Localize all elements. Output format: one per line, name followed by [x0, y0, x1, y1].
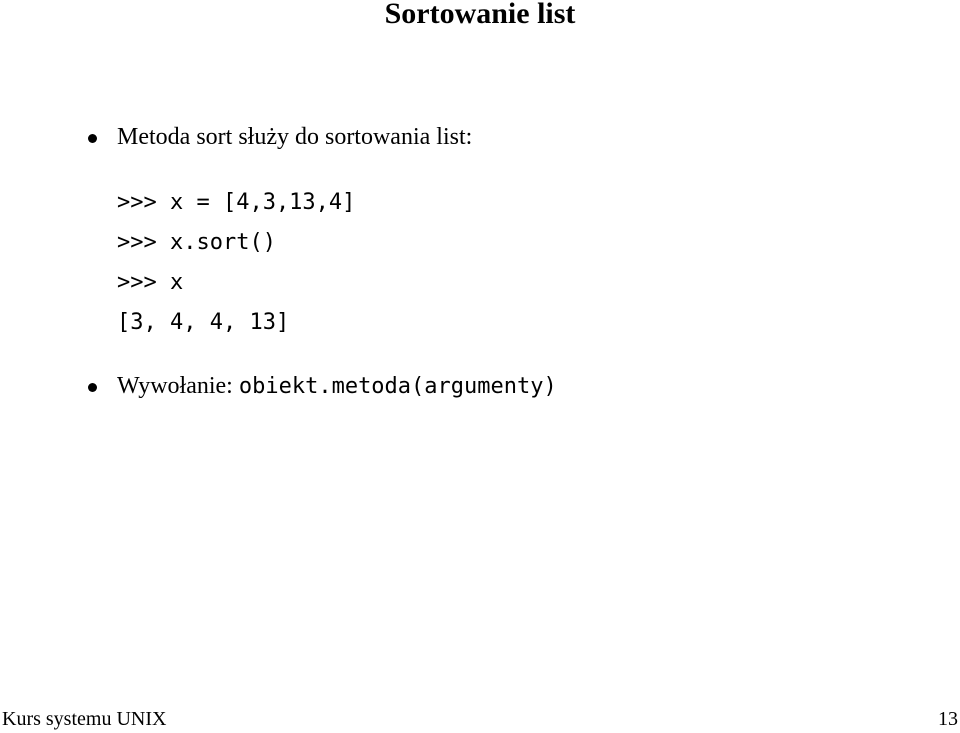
code-snippet: obiekt.metoda(argumenty) [238, 374, 557, 399]
page-number: 13 [938, 708, 958, 730]
code-line: [3, 4, 4, 13] [117, 310, 290, 335]
code-block [117, 186, 355, 346]
bullet-text: Metoda sort służy do sortowania list: [117, 124, 473, 150]
footer-course: Kurs systemu UNIX [2, 708, 167, 730]
code-line: >>> x = [4,3,13,4] [117, 190, 356, 215]
bullet-dot [88, 383, 97, 392]
bullet-dot [88, 134, 97, 143]
code-line: >>> x.sort() [117, 230, 276, 255]
bullet-item [117, 372, 557, 401]
bullet-text: Wywołanie: [117, 373, 239, 399]
code-line: >>> x [117, 270, 184, 295]
slide-title: Sortowanie list [384, 0, 576, 30]
